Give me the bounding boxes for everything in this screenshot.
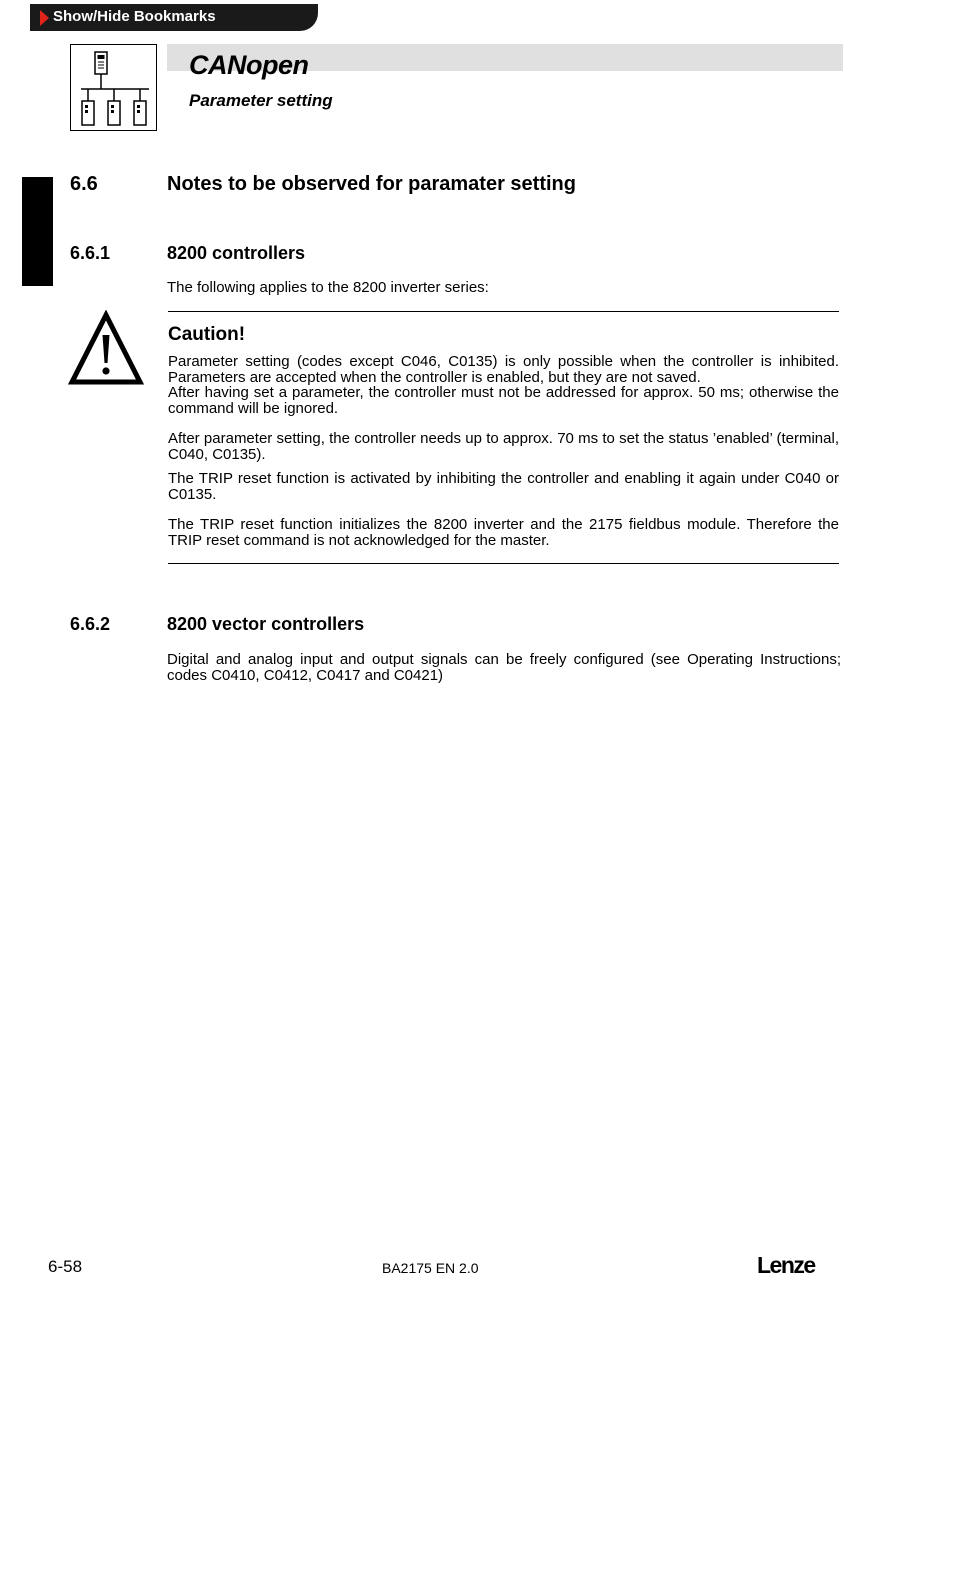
- subsection-title: 8200 controllers: [167, 243, 306, 263]
- caution-paragraph-3: After parameter setting, the controller needs up to approx. 70 ms to set the status ’enabled’ (terminal, C040, C0135).: [168, 430, 839, 463]
- page-number: 6-58: [48, 1257, 83, 1276]
- subsection-title: 8200 vector controllers: [167, 614, 365, 634]
- caution-top-rule: [168, 311, 839, 312]
- document-code: BA2175 EN 2.0: [382, 1260, 479, 1276]
- show-hide-bookmarks-button[interactable]: [30, 4, 318, 31]
- caution-paragraph-1: Parameter setting (codes except C046, C0135) is only possible when the controller is inhibited. Parameters are accepted when the controller is enabled, but they are not saved.: [168, 353, 839, 386]
- vector-controllers-text: Digital and analog input and output signals can be freely configured (see Operating Instructions; codes C0410, C0412, C0417 and C0421): [167, 651, 841, 684]
- subsection-number: 6.6.2: [70, 614, 111, 634]
- bookmarks-label: Show/Hide Bookmarks: [53, 8, 216, 25]
- warning-triangle-icon: [68, 310, 144, 386]
- brand-logo: Lenze: [757, 1252, 815, 1278]
- section-title: Notes to be observed for paramater setting: [167, 173, 576, 195]
- subsection-number: 6.6.1: [70, 243, 111, 263]
- network-topology-icon: [70, 44, 157, 131]
- caution-paragraph-2: After having set a parameter, the controller must not be addressed for approx. 50 ms; otherwise the command will be ignored.: [168, 384, 839, 417]
- red-arrow-icon: [40, 10, 49, 26]
- caution-heading: Caution!: [168, 324, 246, 345]
- chapter-marker: [22, 177, 53, 286]
- document-subtitle: Parameter setting: [189, 91, 333, 110]
- caution-paragraph-4: The TRIP reset function is activated by inhibiting the controller and enabling it again under C040 or C0135.: [168, 470, 839, 503]
- document-title: CANopen: [189, 50, 309, 80]
- intro-text: The following applies to the 8200 inverter series:: [167, 279, 489, 296]
- section-number: 6.6: [70, 173, 98, 195]
- caution-paragraph-5: The TRIP reset function initializes the 8200 inverter and the 2175 fieldbus module. Therefore the TRIP reset command is not acknowledged for the master.: [168, 516, 839, 549]
- caution-bottom-rule: [168, 563, 839, 564]
